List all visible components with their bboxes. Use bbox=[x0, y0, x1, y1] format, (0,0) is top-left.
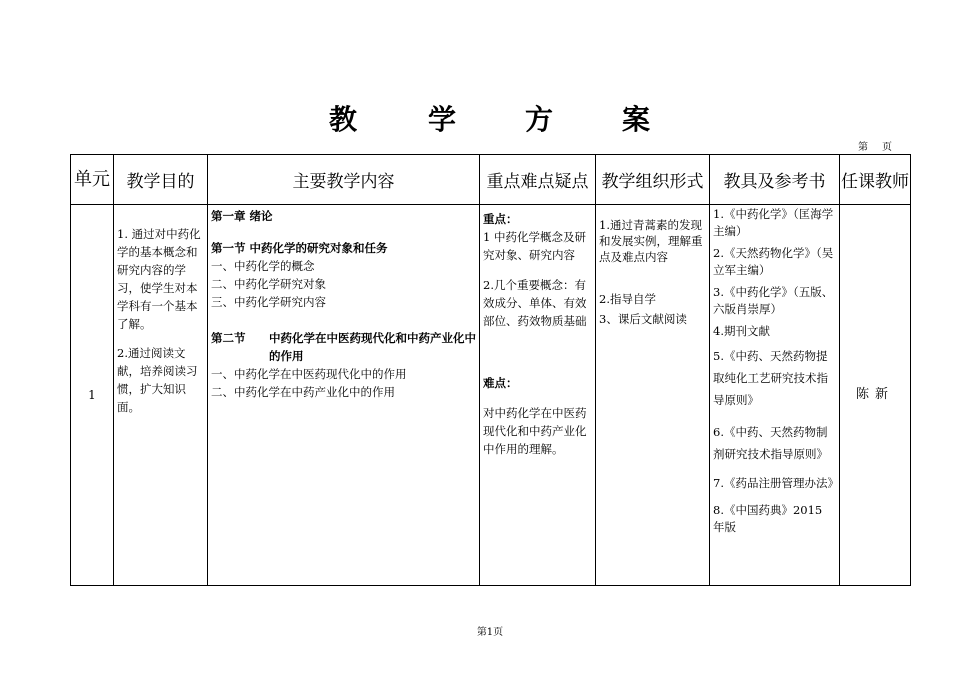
content-item: 一、中药化学在中医药现代化中的作用 bbox=[211, 367, 407, 381]
organization-item: 2.指导自学 bbox=[599, 292, 656, 306]
content-item: 二、中药化学在中药产业化中的作用 bbox=[211, 385, 395, 399]
section-title: 中药化学在中医药现代化和中药产业化中的作用 bbox=[269, 331, 476, 363]
chapter-title: 第一章 绪论 bbox=[211, 209, 273, 223]
page-footer: 第1页 bbox=[476, 627, 504, 638]
key-item: 2.几个重要概念：有效成分、单体、有效部位、药效物质基础 bbox=[483, 278, 587, 328]
section-label: 第二节 bbox=[211, 331, 246, 345]
difficult-label: 难点： bbox=[483, 376, 518, 390]
title-char: 教 bbox=[329, 103, 358, 136]
reference-item: 5.《中药、天然药物提取纯化工艺研究技术指导原则》 bbox=[713, 349, 828, 407]
page-number-label: 第 页 bbox=[858, 142, 892, 153]
organization-item: 3、课后文献阅读 bbox=[599, 312, 687, 326]
key-label: 重点： bbox=[483, 212, 518, 226]
document-title bbox=[0, 98, 980, 134]
reference-item: 4.期刊文献 bbox=[713, 324, 770, 338]
goal-item: 2.通过阅读文献，培养阅读习惯，扩大知识面。 bbox=[117, 346, 198, 414]
reference-item: 1.《中药化学》（匡海学主编） bbox=[713, 207, 834, 238]
header-goal: 教学目的 bbox=[114, 155, 208, 205]
goal-item: 1. 通过对中药化学的基本概念和研究内容的学习，使学生对本学科有一个基本了解。 bbox=[117, 227, 201, 331]
lesson-plan-table bbox=[70, 154, 911, 586]
header-references: 教具及参考书 bbox=[710, 155, 840, 205]
header-row bbox=[71, 155, 911, 205]
references-cell bbox=[710, 205, 840, 586]
content-item: 一、中药化学的概念 bbox=[211, 259, 315, 273]
header-teacher: 任课教师 bbox=[840, 155, 911, 205]
key-item: 1 中药化学概念及研究对象、研究内容 bbox=[483, 230, 586, 262]
reference-item: 7.《药品注册管理办法》 bbox=[713, 476, 839, 490]
title-char: 方 bbox=[525, 103, 554, 136]
reference-item: 8.《中国药典》2015 年版 bbox=[713, 503, 823, 534]
reference-item: 3.《中药化学》（五版、六版肖崇厚） bbox=[713, 285, 834, 316]
unit-cell: 1 bbox=[71, 205, 114, 586]
header-key-points: 重点难点疑点 bbox=[480, 155, 596, 205]
organization-cell bbox=[596, 205, 710, 586]
organization-item: 1.通过青蒿素的发现和发展实例，理解重点及难点内容 bbox=[599, 218, 703, 264]
title-char: 学 bbox=[428, 103, 457, 136]
header-content: 主要教学内容 bbox=[208, 155, 480, 205]
title-char: 案 bbox=[622, 103, 651, 136]
reference-item: 2.《天然药物化学》（吴立军主编） bbox=[713, 246, 834, 277]
content-cell bbox=[208, 205, 480, 586]
goal-cell bbox=[114, 205, 208, 586]
table-row bbox=[71, 205, 911, 586]
header-organization: 教学组织形式 bbox=[596, 155, 710, 205]
teacher-cell: 陈新 bbox=[840, 205, 911, 586]
key-points-cell bbox=[480, 205, 596, 586]
reference-item: 6.《中药、天然药物制剂研究技术指导原则》 bbox=[713, 425, 828, 461]
header-unit: 单元 bbox=[71, 155, 114, 205]
content-item: 三、中药化学研究内容 bbox=[211, 295, 326, 309]
difficult-text: 对中药化学在中医药现代化和中药产业化中作用的理解。 bbox=[483, 406, 587, 456]
section-title: 第一节 中药化学的研究对象和任务 bbox=[211, 241, 388, 255]
content-item: 二、中药化学研究对象 bbox=[211, 277, 326, 291]
